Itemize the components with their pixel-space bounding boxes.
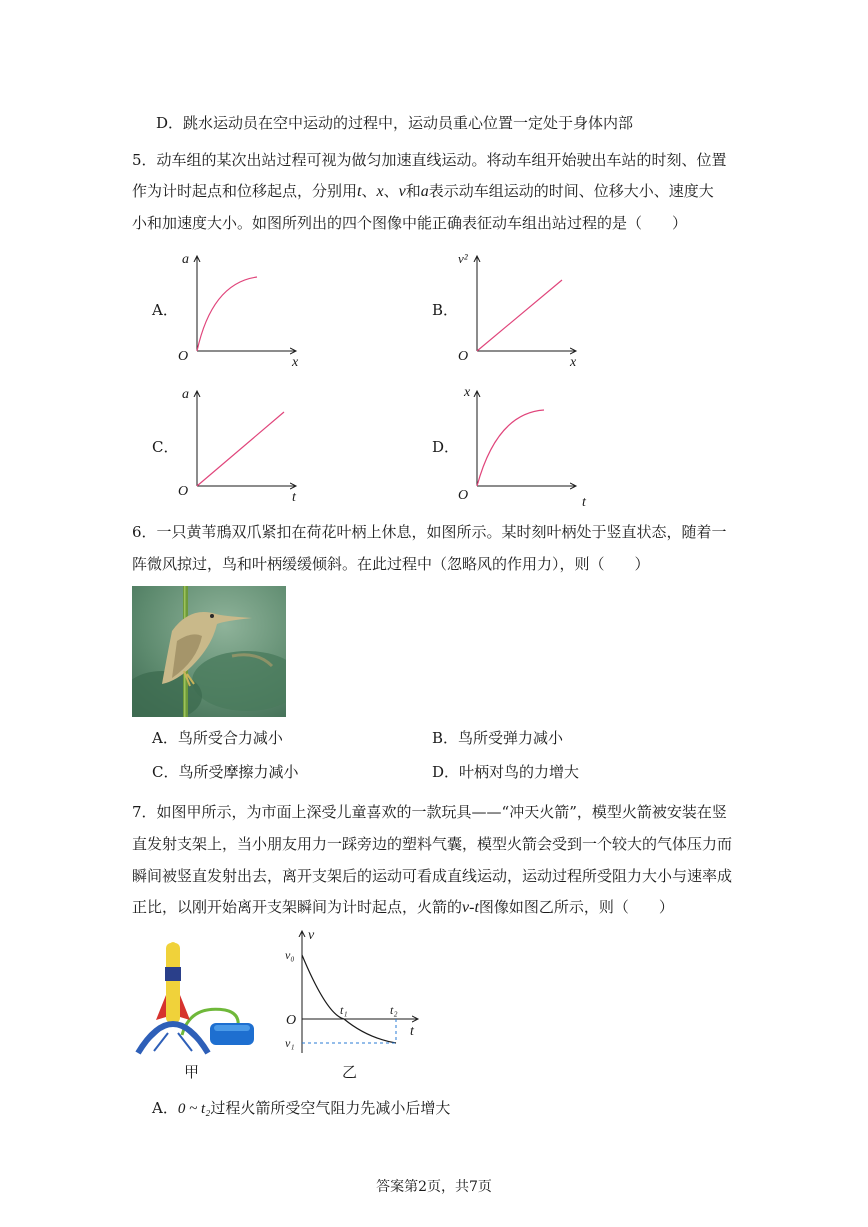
graph-b-x-label: x xyxy=(570,355,577,370)
vt-t2: t₂ xyxy=(390,1003,398,1017)
q5-line1: 5．动车组的某次出站过程可视为做匀加速直线运动。将动车组开始驶出车站的时刻、位置 xyxy=(132,151,727,169)
q7-line4-a: 正比，以刚开始离开支架瞬间为计时起点，火箭的 xyxy=(132,898,463,916)
q7-option-a-prefix: A． xyxy=(152,1099,178,1117)
vt-graph xyxy=(282,925,432,1060)
rocket-fin-right xyxy=(180,995,190,1020)
sep1: 、 xyxy=(361,182,377,200)
vt-y-label: v xyxy=(308,928,315,943)
q4-option-d: D．跳水运动员在空中运动的过程中，运动员重心位置一定处于身体内部 xyxy=(156,114,634,132)
q7-option-a xyxy=(152,1098,450,1119)
q6-line1: 6．一只黄苇鳽双爪紧扣在荷花叶柄上休息，如图所示。某时刻叶柄处于竖直状态，随着一 xyxy=(132,523,727,541)
launch-stand xyxy=(138,1024,208,1053)
q7-option-a-text: 过程火箭所受空气阻力先减小后增大 xyxy=(210,1099,451,1117)
graph-c-label: C． xyxy=(152,438,179,456)
q6-line2: 阵微风掠过，鸟和叶柄缓缓倾斜。在此过程中（忽略风的作用力），则（ ） xyxy=(132,555,650,573)
rocket-body xyxy=(166,943,180,1023)
bird-photo xyxy=(132,586,286,717)
vt-v1: v₁ xyxy=(285,1036,295,1050)
var-a: a xyxy=(420,183,429,200)
graph-d-x-label: t xyxy=(582,495,586,508)
graph-d xyxy=(452,383,592,508)
rocket-nose xyxy=(166,942,180,949)
rocket-fin-left xyxy=(156,995,166,1020)
q6-option-d: D．叶柄对鸟的力增大 xyxy=(432,763,580,781)
graph-a-x-label: x xyxy=(292,355,299,370)
vt-origin: O xyxy=(286,1013,297,1028)
q6-option-c: C．鸟所受摩擦力减小 xyxy=(152,763,299,781)
graph-c-line xyxy=(197,412,284,486)
graph-a-curve xyxy=(197,277,257,351)
fig-jia-label: 甲 xyxy=(184,1063,200,1081)
var-t: t xyxy=(357,183,362,200)
fig-yi-label: 乙 xyxy=(342,1063,358,1081)
graph-a xyxy=(172,248,312,373)
sep2: 、 xyxy=(383,182,399,200)
graph-b-line xyxy=(477,280,562,351)
vt-v0: v₀ xyxy=(285,948,295,962)
q7-vt: v-t xyxy=(462,899,479,916)
vt-x-label: t xyxy=(410,1024,414,1039)
var-v: v xyxy=(398,183,406,200)
q7-line4-b: 图像如图乙所示，则（ ） xyxy=(478,898,674,916)
graph-d-label: D． xyxy=(432,438,460,456)
q6-option-b: B．鸟所受弹力减小 xyxy=(432,729,564,747)
graph-b-label: B． xyxy=(432,301,459,319)
graph-c-x-label: t xyxy=(292,490,296,505)
q7-line2: 直发射支架上，当小朋友用力一踩旁边的塑料气囊，模型火箭会受到一个较大的气体压力而 xyxy=(132,835,733,853)
q7-line3: 瞬间被竖直发射出去，离开支架后的运动可看成直线运动，运动过程所受阻力大小与速率成 xyxy=(132,867,733,885)
graph-d-y-label: x xyxy=(464,385,471,400)
q7-option-a-range: 0 ~ t₂ xyxy=(177,1101,211,1117)
and-word: 和 xyxy=(405,182,421,200)
graph-d-origin: O xyxy=(458,488,469,503)
rocket-toy-illustration xyxy=(130,935,260,1060)
graph-d-curve xyxy=(477,410,544,486)
graph-c-y-label: a xyxy=(182,387,189,402)
q5-line2 xyxy=(132,181,714,202)
q5-line2-b: 表示动车组运动的时间、位移大小、速度大 xyxy=(428,182,714,200)
graph-b-origin: O xyxy=(458,349,469,364)
q5-line2-a: 作为计时起点和位移起点，分别用 xyxy=(132,182,358,200)
graph-a-label: A． xyxy=(152,301,178,319)
q5-line3: 小和加速度大小。如图所列出的四个图像中能正确表征动车组出站过程的是（ ） xyxy=(132,214,688,232)
vt-t1: t₁ xyxy=(340,1003,348,1017)
vt-curve xyxy=(302,955,396,1043)
q6-option-a: A．鸟所受合力减小 xyxy=(152,729,283,747)
page-footer: 答案第2页，共7页 xyxy=(376,1179,492,1195)
graph-a-y-label: a xyxy=(182,252,189,267)
q7-line1: 7．如图甲所示，为市面上深受儿童喜欢的一款玩具——“冲天火箭”，模型火箭被安装在竖 xyxy=(132,803,727,821)
q7-line4 xyxy=(132,897,674,918)
graph-b xyxy=(452,248,592,373)
graph-a-origin: O xyxy=(178,349,189,364)
graph-c-origin: O xyxy=(178,484,189,499)
graph-b-y-label: v² xyxy=(458,251,468,266)
graph-c xyxy=(172,383,312,508)
var-x: x xyxy=(376,183,384,200)
rocket-label xyxy=(165,967,181,981)
